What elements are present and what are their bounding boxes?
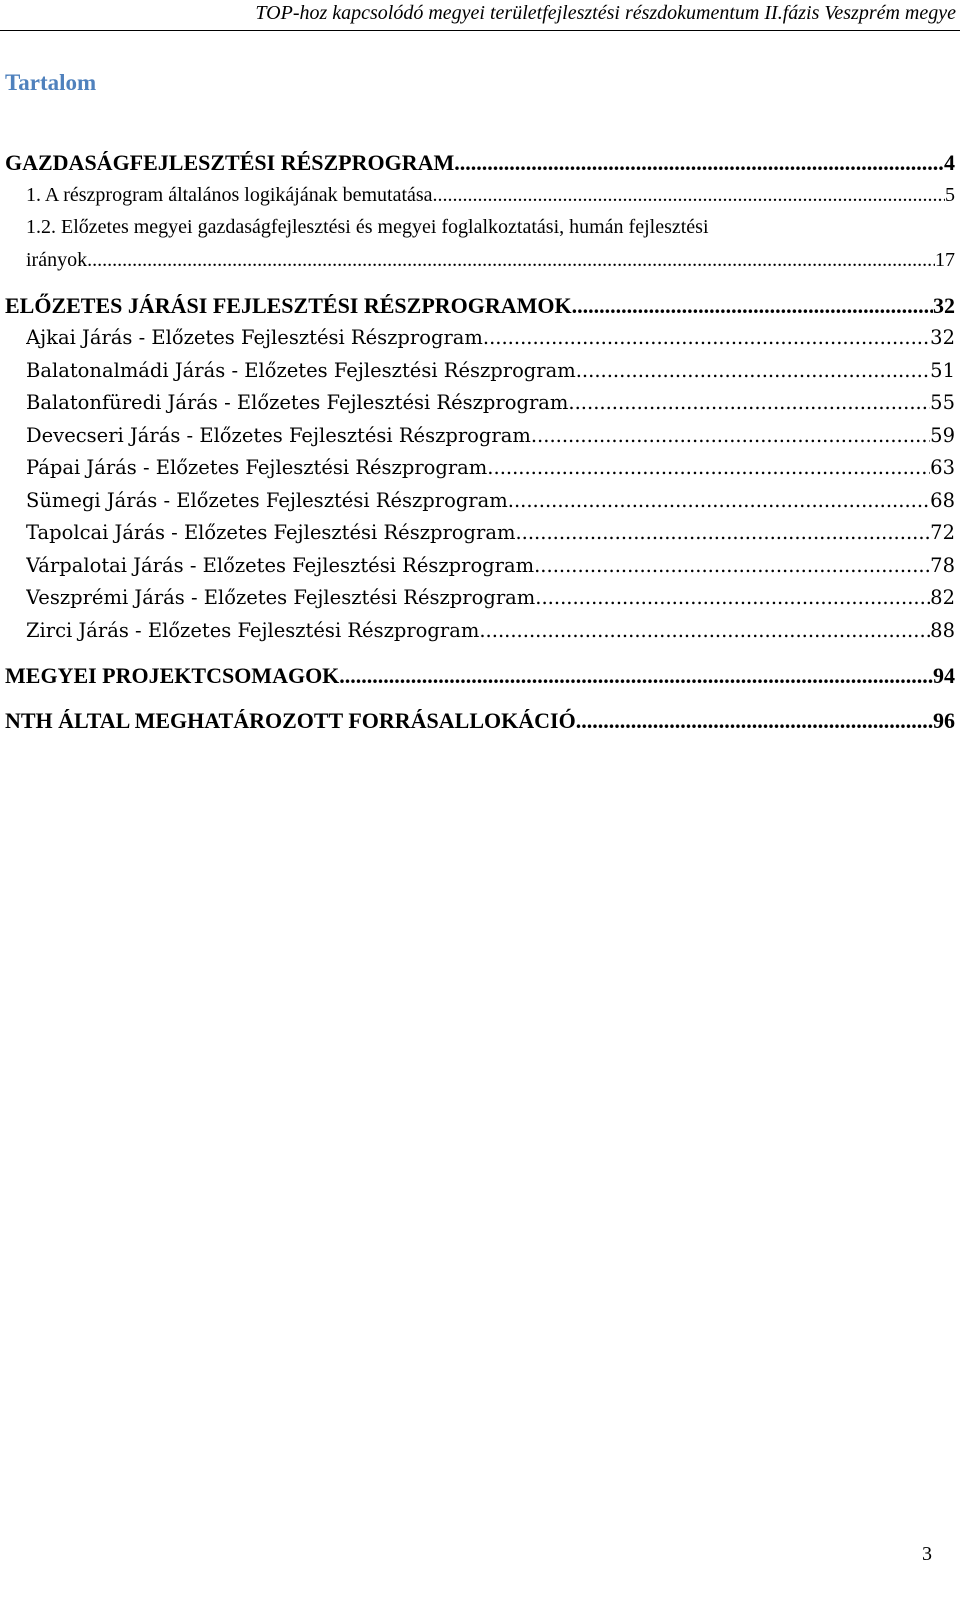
dot-leader [339,661,933,691]
toc-entry-page: 82 [930,586,955,609]
dot-leader [534,551,930,581]
toc-entry-varpalotai[interactable] [26,551,955,581]
toc-entry-page: 63 [930,456,955,479]
dot-leader [572,291,933,321]
toc-entry-title: Várpalotai Járás - Előzetes Fejlesztési Részprogram [26,554,535,577]
toc-entry-sumegi[interactable] [26,486,955,516]
toc-entry-page: 96 [933,708,955,733]
toc-entry-title: Ajkai Járás - Előzetes Fejlesztési Részprogram [26,326,483,349]
dot-leader [515,518,930,548]
dot-leader [87,245,935,275]
toc-entry-page: 32 [933,293,955,318]
toc-entry-ajkai[interactable] [26,323,955,353]
toc-entry-title: Veszprémi Járás - Előzetes Fejlesztési Részprogram [26,586,536,609]
dot-leader [568,388,930,418]
toc-entry-title: 1.2. Előzetes megyei gazdaságfejlesztési és megyei foglalkoztatási, humán fejlesztési [26,216,709,238]
toc-entry-page: 72 [930,521,955,544]
running-header-title: TOP-hoz kapcsolódó megyei területfejlesztési részdokumentum II.fázis Veszprém megye [255,2,956,24]
toc-entry-title: Tapolcai Járás - Előzetes Fejlesztési Részprogram [26,521,516,544]
toc-entry-veszpremi[interactable] [26,583,955,613]
toc-entry-title: Zirci Járás - Előzetes Fejlesztési Részprogram [26,619,480,642]
toc-entry-page: 51 [930,359,955,382]
toc-entry-megyei-projektcsomagok[interactable] [5,661,955,691]
toc-entry-page: 55 [930,391,955,414]
running-header [0,0,960,31]
toc-entry-title: Devecseri Járás - Előzetes Fejlesztési Részprogram [26,424,531,447]
toc-entry-page: 17 [935,249,955,271]
dot-leader [454,148,944,178]
toc-entry-page: 78 [930,554,955,577]
toc-entry-title: 1. A részprogram általános logikájának bemutatása [26,184,433,206]
dot-leader [479,616,930,646]
toc-entry-page: 59 [930,424,955,447]
toc-entry-elozetes-megyei-line2[interactable] [26,245,955,275]
toc-entry-title: MEGYEI PROJEKTCSOMAGOK [5,663,340,688]
toc-entry-papai[interactable] [26,453,955,483]
dot-leader [535,583,930,613]
dot-leader [508,486,930,516]
toc-entry-page: 5 [945,184,955,206]
dot-leader [487,453,930,483]
toc-entry-title: NTH ÁLTAL MEGHATÁROZOTT FORRÁSALLOKÁCIÓ [5,708,576,733]
toc-entry-title: Balatonfüredi Járás - Előzetes Fejlesztési Részprogram [26,391,569,414]
toc-heading: Tartalom [5,70,97,95]
dot-leader [531,421,930,451]
toc-entry-title: irányok [26,249,88,271]
toc-entry-devecseri[interactable] [26,421,955,451]
toc-entry-page: 94 [933,663,955,688]
toc-entry-page: 4 [944,150,955,175]
toc-entry-nth-forrasallokacio[interactable] [5,706,955,736]
toc-entry-title: ELŐZETES JÁRÁSI FEJLESZTÉSI RÉSZPROGRAMOK [5,293,572,318]
toc-entry-page: 68 [930,489,955,512]
toc-entry-page: 32 [930,326,955,349]
dot-leader [483,323,930,353]
toc-entry-page: 88 [930,619,955,642]
toc-entry-jarasi-reszprogramok[interactable] [5,291,955,321]
dot-leader [576,706,933,736]
toc-entry-reszprogram-logika[interactable] [26,180,955,210]
dot-leader [576,356,930,386]
toc-entry-title: Balatonalmádi Járás - Előzetes Fejlesztési Részprogram [26,359,576,382]
toc-entry-balatonfuredi[interactable] [26,388,955,418]
toc-entry-zirci[interactable] [26,616,955,646]
toc-entry-title: Pápai Járás - Előzetes Fejlesztési Részprogram [26,456,488,479]
toc-entry-tapolcai[interactable] [26,518,955,548]
toc-entry-title: GAZDASÁGFEJLESZTÉSI RÉSZPROGRAM [5,150,455,175]
toc-entry-gazdasagfejlesztesi[interactable] [5,148,955,178]
toc-entry-title: Sümegi Járás - Előzetes Fejlesztési Részprogram [26,489,508,512]
toc-entry-balatonalmadi[interactable] [26,356,955,386]
toc-entry-elozetes-megyei-line1[interactable] [26,212,955,242]
dot-leader [433,180,945,210]
page-number: 3 [922,1543,932,1565]
